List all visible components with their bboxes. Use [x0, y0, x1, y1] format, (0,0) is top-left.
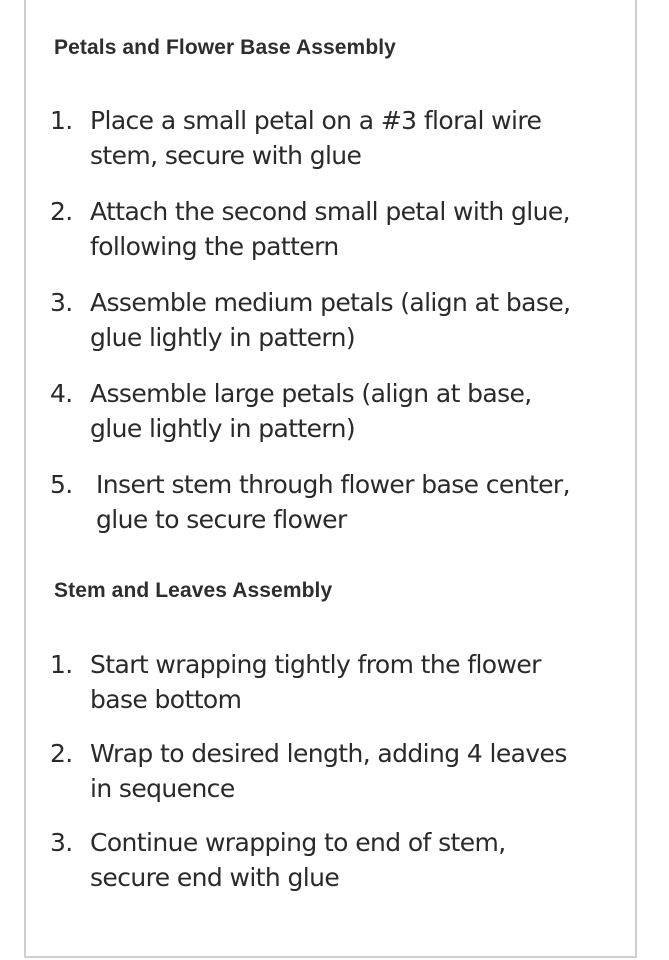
- list-item: [50, 467, 630, 537]
- step-text: Assemble medium petals (align at base, glue lightly in pattern): [90, 288, 571, 352]
- step-number: 2.: [50, 739, 73, 768]
- petals-steps-list: [50, 103, 630, 558]
- section-title-stem: Stem and Leaves Assembly: [54, 579, 333, 602]
- step-number: 1.: [50, 106, 73, 135]
- step-text: Place a small petal on a #3 floral wire stem, secure with glue: [90, 106, 542, 170]
- step-number: 2.: [50, 197, 73, 226]
- instructions-card: [24, 0, 637, 958]
- step-text: Wrap to desired length, adding 4 leaves in sequence: [90, 739, 567, 803]
- step-number: 5.: [50, 470, 73, 499]
- step-text: Start wrapping tightly from the flower base bottom: [90, 650, 541, 714]
- list-item: [50, 285, 630, 355]
- step-number: 1.: [50, 650, 73, 679]
- list-item: [50, 103, 630, 173]
- list-item: [50, 376, 630, 446]
- step-text: Attach the second small petal with glue, following the pattern: [90, 197, 570, 261]
- step-text: Insert stem through flower base center, glue to secure flower: [96, 470, 570, 534]
- step-number: 4.: [50, 379, 73, 408]
- list-item: [50, 194, 630, 264]
- step-text: Continue wrapping to end of stem, secure end with glue: [90, 828, 506, 892]
- section-title-petals: Petals and Flower Base Assembly: [54, 36, 396, 59]
- step-text: Assemble large petals (align at base, glue lightly in pattern): [90, 379, 532, 443]
- step-number: 3.: [50, 828, 73, 857]
- stem-steps-list: [50, 647, 630, 914]
- step-number: 3.: [50, 288, 73, 317]
- list-item: [50, 736, 630, 806]
- list-item: [50, 647, 630, 717]
- list-item: [50, 825, 630, 895]
